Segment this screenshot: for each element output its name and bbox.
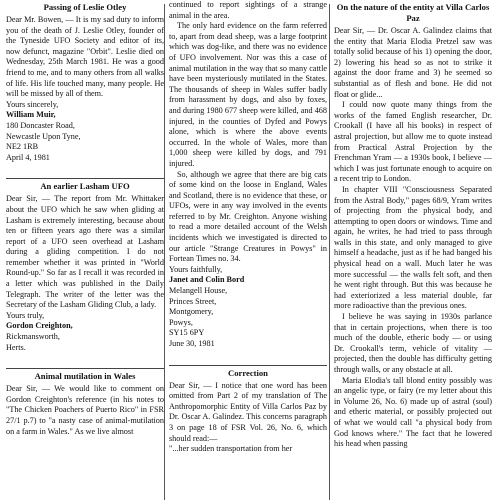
letter-title: On the nature of the entity at Villa Carlos Paz — [336, 2, 490, 23]
letter-body: The only hard evidence on the farm referred to, apart from dead sheep, was a large footprint which was dog-like, and there was no evidence of UFO involvement. Nor was this a case of animal mutilation in the way that so many cattle have been mysteriously mutilated in the States. The thousands of sheep in Wales suffer badly from harassment by dogs, and also by foxes, and during 1980 677 sheep were killed, and 468 injured, in the counties of Dyfed and Powys alone, which is where the above events occurred. In the whole of Wales, more than 1,000 sheep were killed by dogs, and 791 injured. — [169, 21, 327, 168]
letter-signature-block — [6, 311, 164, 353]
letter-address: Powys, — [169, 317, 193, 327]
section-divider — [6, 178, 164, 179]
letter-body: Dear Sir, — We would like to comment on Gordon Creighton's reference (in his notes to "The Chicken Poachers of Puerto Rico" in FSR 27/1 p.7) to "a nasty case of animal-mutilation on a farm in Wales." As we live almost — [6, 384, 164, 436]
section-gap — [6, 163, 164, 175]
letter-correction — [169, 368, 327, 455]
letter-address: Rickmansworth, — [6, 332, 60, 342]
letter-signature: William Muir, — [6, 110, 56, 120]
column-divider — [164, 4, 165, 500]
letter-body: Dear Sir, — Dr. Oscar A. Galindez claims that the entity that Maria Elodia Pretzel saw was totally solid because of his 1) opening the door, 2) lowering his head so as not to strike it against the door frame and 3) he seemed so substantial as of flesh and bone. He did not float or glide... — [334, 26, 492, 99]
letter-signature: Gordon Creighton, — [6, 321, 73, 331]
letter-body: continued to report sightings of a strange animal in the area. — [169, 0, 327, 20]
letter-quote: "...her sudden transportation from her — [169, 444, 293, 454]
column-2 — [169, 0, 327, 500]
letter-address: Herts. — [6, 342, 26, 352]
letter-body: I could now quote many things from the works of the famed English researcher, Dr. Crookall (I have all his books) in respect of astral projection, but allow me to quote instead from Practical Astral Projection by the Frenchman Yram — a 1930s book, I believe — which I was just fortunate enough to acquire on a recent trip to London. — [334, 100, 492, 184]
letter-body: Dear Mr. Bowen, — It is my sad duty to inform you of the death of J. Leslie Otley, founder of the Tyneside UFO Society and editor of its, now defunct, magazine "Orbit". Leslie died on Wednesday, 25th March 1981. He was a good friend to me, and to many others from all walks of life. His life touched many, many people. He will be missed by all of them. — [6, 15, 164, 99]
letter-address: Montgomery, — [169, 307, 214, 317]
column-divider — [329, 4, 330, 500]
section-gap — [169, 350, 327, 362]
letter-address: Newcastle Upon Tyne, — [6, 131, 81, 141]
letter-address: Melangell House, — [169, 286, 228, 296]
letter-body: So, although we agree that there are big cats of some kind on the loose in England, Wales and Scotland, there is no evidence that these, or UFOs, were in any way involved in the events referred to by Mr. Creighton. Anyone wishing to read a more detailed account of the Welsh incidents which we investigated is directed to our article "Strange Creatures in Powys" in Fortean Times no. 34. — [169, 169, 327, 264]
letter-address: SY15 6PY — [169, 328, 205, 338]
letter-title: An earlier Lasham UFO — [40, 181, 130, 192]
letter-closing: Yours faithfully, — [169, 264, 223, 274]
letter-address: NE2 1RB — [6, 142, 39, 152]
letter-body: In chapter VIII "Consciousness Separated from the Astral Body," pages 68/9, Yram writes of projecting from the physical body, and attempting to open doors or windows. Time and again, he writes, he had tried to pass through walls in this state, and only managed to give himself a headache, just as if he had banged his physical head on a wall. Much later he was more successful — the walls felt soft, and then he went right through. But this was because he had exteriorized a less material double, far more radioactive than the previous ones. — [334, 184, 492, 311]
letter-title: Animal mutilation in Wales — [34, 371, 136, 382]
letter-closing: Yours sincerely, — [6, 99, 59, 109]
letter-address: Princes Street, — [169, 296, 217, 306]
letter-body: Dear Sir, — The report from Mr. Whittaker about the UFO which he saw when gliding at Lasham is extremely interesting, because about ten or fifteen years ago there was a similar report of a UFO seen overhead at Lasham during a gliding competition. I do not remember whether it was printed in "World Round-up." So far as I recall it was recorded in a letter which was published in the Daily Telegraph. The writer of the letter was the Secretary of the Lasham Gliding Club, a lady. — [6, 194, 164, 310]
letter-closing: Yours truly, — [6, 310, 45, 320]
letter-body: Maria Elodia's tall blond entity possibly was an angelic type, or fairy (re my letter about this in Volume 26, No. 6) made up of astral (soul) and etheric material, or possibly projected out of what we would call "a physical body from God knows where." The fact that he lowered his head when passing — [334, 375, 492, 449]
letter-signature: Janet and Colin Bord — [169, 275, 245, 285]
column-1 — [6, 0, 164, 500]
letter-earlier-lasham-ufo — [6, 181, 164, 353]
letter-date: April 4, 1981 — [6, 152, 50, 162]
letter-passing-of-leslie-otley — [6, 2, 164, 163]
section-divider — [6, 368, 164, 369]
section-gap — [6, 353, 164, 365]
letter-nature-of-entity — [334, 2, 492, 450]
letter-signature-block — [6, 100, 164, 164]
letter-date: June 30, 1981 — [169, 339, 215, 348]
letter-animal-mutilation-in-wales — [6, 371, 164, 437]
letter-body: I believe he was saying in 1930s parlance that in certain projections, when there is too much of the double, etheric body — or using Dr. Crookall's term, vehicle of vitality — projected, then the double has difficulty getting through walls, or any obstacle at all. — [334, 312, 492, 374]
letter-signature-block — [169, 265, 327, 350]
letter-body: Dear Sir, — I notice that one word has been omitted from Part 2 of my translation of The Anthropomorphic Entity of Villa Carlos Paz by Dr. Oscar A. Galindez. This concerns paragraph 3 on page 18 of FSR Vol. 26, No. 6, which should read:— — [169, 380, 327, 443]
letter-address: 180 Doncaster Road, — [6, 120, 75, 130]
section-divider — [169, 365, 327, 366]
letter-title: Passing of Leslie Otley — [43, 2, 127, 12]
letter-title: Correction — [228, 367, 268, 378]
column-3 — [334, 0, 492, 500]
